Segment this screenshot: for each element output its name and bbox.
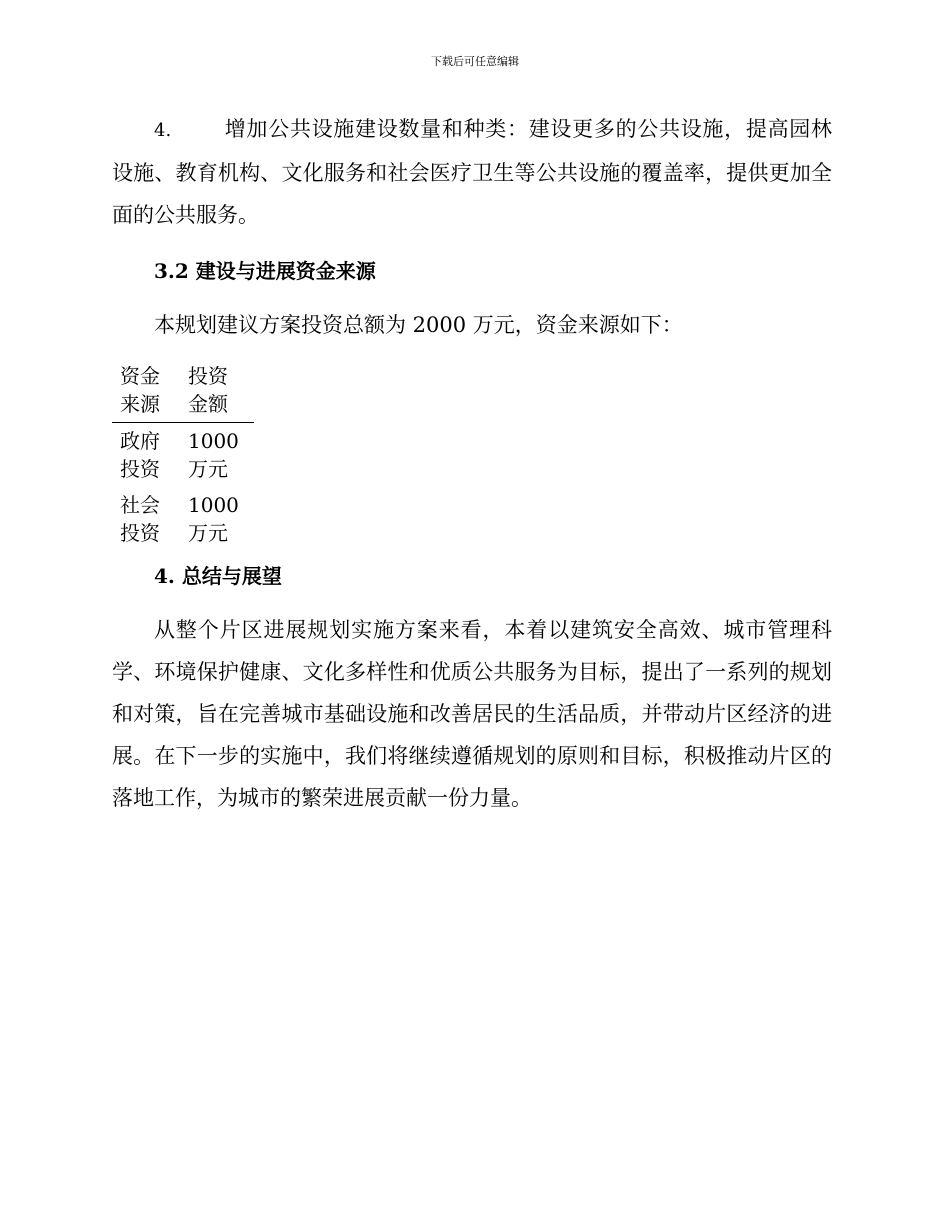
summary-paragraph: 从整个片区进展规划实施方案来看，本着以建筑安全高效、城市管理科学、环境保护健康、文化多样性和优质公共服务为目标，提出了一系列的规划和对策，旨在完善城市基础设施和改善居民的生活品质，并带动片区经济的进展。在下一步的实施中，我们将继续遵循规划的原则和目标，积极推动片区的落地工作，为城市的繁荣进展贡献一份力量。 — [112, 618, 832, 810]
table-header-cell: 投资金额 — [188, 364, 228, 416]
table-header-cell: 资金来源 — [120, 364, 160, 416]
section-heading-3-2: 3.2 建设与进展资金来源 — [154, 259, 376, 283]
funding-table — [112, 358, 254, 551]
table-row — [112, 423, 254, 488]
table-cell: 社会投资 — [120, 493, 160, 545]
table-header-row — [112, 358, 254, 423]
document-body — [112, 108, 832, 819]
list-item-text: 增加公共设施建设数量和种类：建设更多的公共设施，提高园林设施、教育机构、文化服务和社会医疗卫生等公共设施的覆盖率，提供更加全面的公共服务。 — [112, 117, 832, 227]
list-item-4 — [112, 108, 832, 236]
section-heading-4: 4. 总结与展望 — [154, 564, 282, 588]
funding-intro-paragraph: 本规划建议方案投资总额为 2000 万元，资金来源如下： — [154, 313, 683, 337]
table-cell: 1000 万元 — [188, 429, 239, 481]
page-header: 下载后可任意编辑 — [431, 55, 519, 68]
table-cell: 政府投资 — [120, 429, 160, 481]
table-cell: 1000 万元 — [188, 493, 239, 545]
list-item-number: 4. — [154, 120, 172, 141]
table-row — [112, 487, 254, 551]
